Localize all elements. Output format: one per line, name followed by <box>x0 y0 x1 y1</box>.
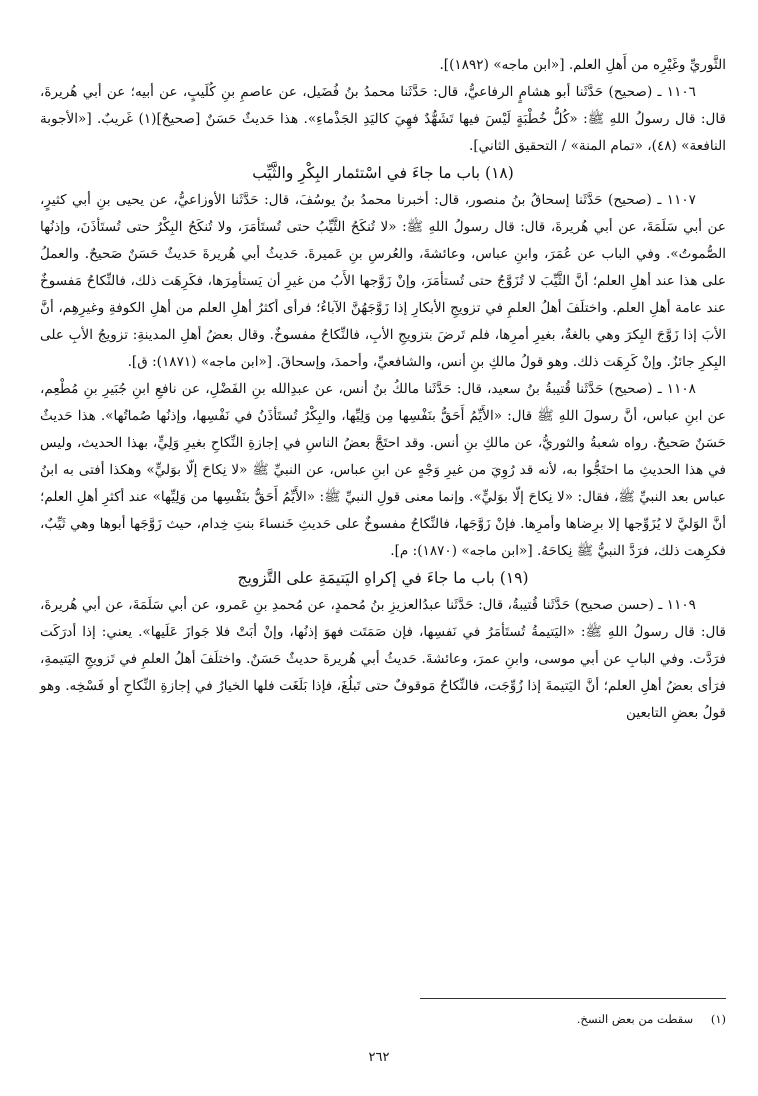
section-heading: (١٩) باب ما جاءَ في إكراهِ اليَتيمَةِ على التَّزويج <box>237 569 529 587</box>
hadith-paragraph: ١١٠٦ ـ (صحيح) حَدَّثَنا أبو هشامٍ الرفاعيُّ، قال: حَدَّثَنا محمدُ بنُ فُضَيل، عن عاصمِ بنِ كُلَيبٍ، عن أبيه؛ عن أبي هُريرةَ، قال: قال رسولُ اللهِ ﷺ: «كُلُّ خُطْبَةٍ لَيْسَ فيها تَشَهُّدٌ فهِيَ كاليَدِ الجَذْماءِ». هذا حَديثٌ حَسَنٌ [صحيحٌ](١) غَريبٌ. [«الأجوبة النافعة» (٤٨)، «تمام المنة» / التحقيق الثاني]. <box>40 84 726 154</box>
hadith-paragraph: ١١٠٨ ـ (صحيح) حَدَّثَنا قُتيبةُ بنُ سعيد، قال: حَدَّثَنا مالكُ بنُ أنس، عن عبدِالله بنِ الفَضْلِ، عن نافعِ ابنِ جُبَيرِ بنِ مُطْعِم، عن ابنِ عباس، أنَّ رسولَ اللهِ ﷺ قال: «الأَيِّمُ أَحَقُّ بنَفْسِها مِن وَلِيِّها، والبِكْرُ تُستَأذَنُ في نَفْسِها، وإذنُها صُماتُها». هذا حَديثٌ حَسَنٌ صَحيحٌ. رواه شعبةُ والثوريُّ، عن مالكِ بنِ أنس. وقد احتَجَّ بعضُ الناسِ في إجازةِ النِّكاحِ بغيرِ وَلِيٍّ، بهذا الحديث، وليس في هذا الحديثِ ما احتَجُّوا به، لأنه قد رُوِيَ من غيرِ وَجْهٍ عن ابنِ عباس، عن النبيِّ ﷺ «لا نِكاحَ إلّا بوَليٍّ» وهكذا أفتى به ابنُ عباس بعد النبيِّ ﷺ، فقال: «لا نِكاحَ إلّا بوَليٍّ». وإنما معنى قولِ النبيِّ ﷺ: «الأَيِّمُ أَحَقُّ بنَفْسِها من وَلِيِّها» عند أكثرِ أهلِ العلم؛ أنَّ الوَليَّ لا يُزَوِّجها إلا برِضاها وأمرِها. فإنْ زَوَّجَها، فالنِّكاحُ مفسوخٌ على حَديثِ خَنساءَ بنتِ خِدام، حيث زَوَّجَها أبوها وهي ثَيِّبٌ، فكرِهت ذلك، فرَدَّ النبيُّ ﷺ نِكاحَهُ. [«ابن ماجه» (١٨٧٠): م]. <box>40 381 726 559</box>
section-heading: (١٨) باب ما جاءَ في اسْتئمار البِكْرِ والثَّيِّب <box>252 164 514 182</box>
footnote <box>40 1010 726 1028</box>
continued-paragraph: الثَّوريِّ وغَيْرِه من أَهلِ العلم. [«ابن ماجه» (١٨٩٢)]. <box>439 57 726 73</box>
hadith-paragraph: ١١٠٩ ـ (حسن صحيح) حَدَّثَنا قُتيبةُ، قال: حَدَّثَنا عبدُالعزيزِ بنُ مُحمدٍ، عن مُحمدِ بنِ عَمرو، عن أبي سَلَمَةَ، عن أبي هُريرةَ، قال: قال رسولُ اللهِ ﷺ: «اليَتيمةُ تُستَأمَرُ في نَفسِها، فإن صَمَتَت فهوَ إذنُها، وإنْ أبَتْ فلا جَوازَ عَلَيها». يعني: إذا أدرَكَت فرَدَّت. وفي البابِ عن أبي موسى، وابنِ عمرَ، وعائشةَ. حَديثُ أبي هُريرةَ حديثٌ حَسَنٌ. واختلَفَ أهلُ العلمِ في تَزويجِ اليَتيمةِ، فرَأى بعضُ أهلِ العلم؛ أنَّ اليَتيمةَ إذا زُوِّجَت، فالنِّكاحُ مَوقوفٌ حتى تَبلُغَ، فإذا بَلَغَت فلها الخيارُ في إجازةِ النِّكاحِ أو فَسْخِه. وهو قولُ بعضِ التابعين <box>40 597 726 721</box>
footnote-separator <box>420 998 726 999</box>
page-body <box>40 52 726 727</box>
footnote-text: سقطت من بعض النسخ. <box>576 1012 694 1026</box>
hadith-paragraph: ١١٠٧ ـ (صحيح) حَدَّثَنا إسحاقُ بنُ منصور، قال: أخبرنا محمدُ بنُ يوسُفَ، قال: حَدَّثَنا الأوزاعيُّ، عن يحيى بنِ أبي كثيرٍ، عن أبي سَلَمَةَ، عن أبي هُريرةَ، قال: قال رسولُ اللهِ ﷺ: «لا تُنكَحُ الثَّيِّبُ حتى تُستَأمَرَ، ولا تُنكَحُ البِكْرُ حتى تُستَأذَنَ، وإذنُها الصُّموتُ». وفي الباب عن عُمَرَ، وابنِ عباس، وعائشةَ، والعُرسِ بنِ عَميرةَ. حَديثُ أبي هُريرةَ حَديثٌ حَسَنٌ صَحيحٌ. والعملُ على هذا عند أهلِ العلم؛ أنَّ الثَّيِّبَ لا تُزَوَّجُ حتى تُستأمَرَ، وإنْ زَوَّجها الأَبُ من غيرِ أن يَستأمِرَها، فكَرِهَت ذلك، فالنِّكاحُ مَفسوخٌ عند عامة أهلِ العلم. واختلَفَ أهلُ العلمِ في تزويجِ الأبكارِ إذا زَوَّجَهُنَّ الآباءُ؛ فرأى أكثرُ أهلِ العلم من أهلِ الكوفةِ وغيرِهِم، أنَّ الأبَ إذا زَوَّجَ البِكرَ وهي بالغةٌ، بغيرِ أمرِها، فلم تَرضَ بتزويجِ الأبِ، فالنِّكاحُ مفسوخٌ. وقال بعضُ أهلِ المدينةِ: تزويجُ الأبِ على البِكرِ جائزٌ. وإنْ كَرِهَت ذلك. وهو قولُ مالكِ بنِ أنس، والشافعيِّ، وأحمدَ، وإسحاقَ. [«ابن ماجه» (١٨٧١): ق]. <box>40 192 726 370</box>
page-number: ٢٦٢ <box>368 1050 390 1065</box>
footnote-marker: (١) <box>710 1012 726 1026</box>
